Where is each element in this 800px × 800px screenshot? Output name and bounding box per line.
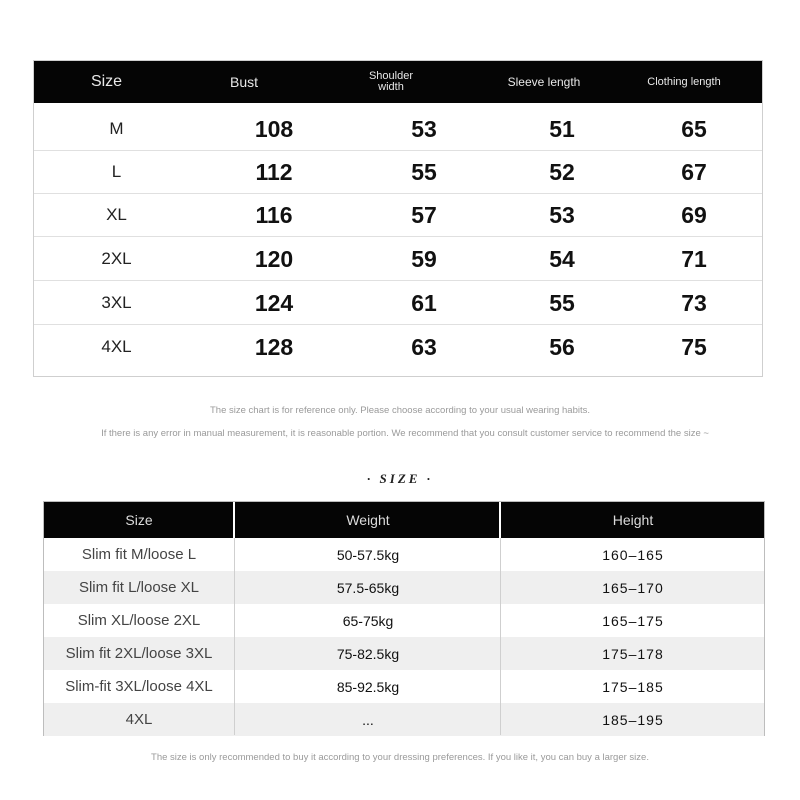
table-row	[34, 238, 762, 281]
cell-length: 69	[681, 201, 707, 228]
column-divider	[234, 538, 235, 735]
header-weight: Weight	[346, 512, 390, 528]
cell-length: 73	[681, 289, 707, 316]
cell-weight: ...	[362, 711, 374, 728]
cell-weight: 75-82.5kg	[336, 645, 400, 662]
table-row	[34, 282, 762, 325]
cell-shoulder: 57	[411, 201, 437, 228]
footer-note: The size is only recommended to buy it according to your dressing preferences. If you like it, you can buy a larger size.	[151, 752, 649, 763]
cell-weight: 65-75kg	[342, 612, 394, 629]
cell-length: 71	[681, 245, 707, 272]
cell-size: Slim fit 2XL/loose 3XL	[65, 645, 213, 662]
header-divider	[499, 502, 501, 538]
cell-weight: 85-92.5kg	[336, 678, 400, 695]
table-row	[44, 538, 764, 571]
reference-note: The size chart is for reference only. Please choose according to your usual wearing habits.	[209, 405, 591, 416]
section-title: · SIZE ·	[367, 471, 433, 486]
header-height: Height	[612, 512, 654, 528]
measurement-error-note: If there is any error in manual measurement, it is reasonable portion. We recommend that you consult customer service to recommend the size ~	[101, 428, 709, 439]
header-clothing-length: Clothing length	[647, 75, 721, 88]
cell-size: 3XL	[101, 293, 132, 312]
table-row	[44, 703, 764, 736]
header-size: Size	[125, 512, 153, 528]
cell-sleeve: 51	[549, 115, 575, 142]
cell-sleeve: 55	[549, 289, 575, 316]
table-row	[34, 326, 762, 369]
cell-length: 75	[681, 333, 707, 360]
cell-size: Slim fit L/loose XL	[78, 579, 200, 596]
fit-table-header	[44, 502, 764, 538]
header-shoulder-line1: Shoulder	[368, 70, 414, 82]
cell-sleeve: 53	[549, 201, 575, 228]
cell-height: 185–195	[602, 711, 664, 728]
cell-size: XL	[106, 205, 127, 224]
header-size: Size	[90, 73, 123, 90]
cell-shoulder: 53	[411, 115, 437, 142]
cell-shoulder: 61	[411, 289, 437, 316]
cell-bust: 124	[254, 289, 294, 316]
cell-size: Slim-fit 3XL/loose 4XL	[65, 678, 213, 695]
table-row	[34, 108, 762, 151]
table-row	[44, 604, 764, 637]
table-row	[44, 637, 764, 670]
cell-height: 175–178	[602, 645, 664, 662]
cell-sleeve: 54	[549, 245, 575, 272]
cell-length: 65	[681, 115, 707, 142]
cell-shoulder: 59	[411, 245, 437, 272]
cell-sleeve: 52	[549, 158, 575, 185]
column-divider	[500, 538, 501, 735]
cell-shoulder: 55	[411, 158, 437, 185]
cell-size: 4XL	[125, 711, 153, 728]
cell-size: 2XL	[101, 249, 132, 268]
fit-table	[43, 501, 765, 736]
cell-bust: 112	[255, 158, 293, 185]
header-shoulder-width	[356, 61, 426, 103]
cell-height: 165–170	[602, 579, 664, 596]
table-row	[34, 194, 762, 237]
table-row	[44, 571, 764, 604]
cell-size: M	[109, 119, 124, 138]
cell-size: Slim fit M/loose L	[81, 546, 197, 563]
cell-size: Slim XL/loose 2XL	[77, 612, 201, 629]
cell-bust: 120	[254, 245, 294, 272]
table-row	[34, 151, 762, 194]
cell-size: L	[111, 162, 122, 181]
cell-sleeve: 56	[549, 333, 575, 360]
cell-height: 160–165	[602, 546, 664, 563]
header-shoulder-line2: width	[378, 81, 404, 93]
cell-weight: 57.5-65kg	[336, 579, 400, 596]
cell-shoulder: 63	[411, 333, 437, 360]
cell-weight: 50-57.5kg	[336, 546, 400, 563]
header-bust: Bust	[229, 74, 258, 90]
row-divider	[34, 280, 762, 281]
measurement-table-header	[34, 61, 762, 103]
row-divider	[34, 236, 762, 237]
measurement-table	[33, 60, 763, 377]
cell-bust: 108	[254, 115, 294, 142]
cell-size: 4XL	[101, 337, 132, 356]
cell-bust: 116	[255, 201, 293, 228]
cell-height: 175–185	[602, 678, 664, 695]
cell-height: 165–175	[602, 612, 664, 629]
cell-length: 67	[681, 158, 707, 185]
row-divider	[34, 324, 762, 325]
cell-bust: 128	[254, 333, 294, 360]
table-row	[44, 670, 764, 703]
header-sleeve-length: Sleeve length	[507, 75, 581, 89]
